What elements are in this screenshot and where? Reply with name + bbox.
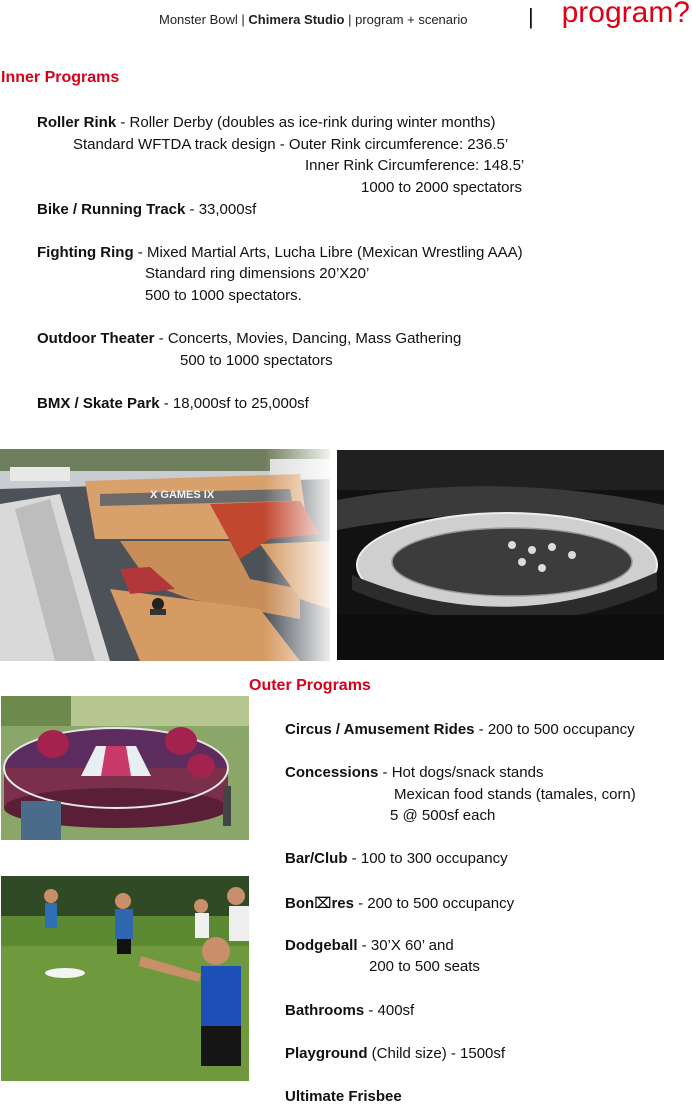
- header-line: [159, 12, 467, 27]
- outdoor-theater-spectators: 500 to 1000 spectators: [180, 352, 333, 369]
- section-name: program + scenario: [355, 12, 468, 27]
- project-name: Monster Bowl: [159, 12, 238, 27]
- bonfires-line: [285, 894, 514, 912]
- bathrooms-line: [285, 1002, 414, 1019]
- bar-club-name: Bar/Club: [285, 850, 348, 867]
- header-bar: |: [528, 4, 534, 29]
- dodgeball-name: Dodgeball: [285, 937, 358, 954]
- roller-rink-spectators: 1000 to 2000 spectators: [361, 179, 522, 196]
- header-separator: |: [348, 12, 352, 27]
- roller-rink-inner: Inner Rink Circumference: 148.5’: [305, 157, 525, 174]
- roller-rink-desc: - Roller Derby (doubles as ice-rink during winter months): [116, 114, 496, 131]
- frisbee-line: [285, 1088, 402, 1105]
- bonfires-name: Bon⌧res: [285, 895, 354, 912]
- bathrooms-desc: - 400sf: [364, 1002, 415, 1019]
- bike-track-desc: - 33,000sf: [185, 201, 257, 218]
- circus-ride-photo: [1, 696, 249, 840]
- page-heading: program?: [561, 0, 690, 29]
- bathrooms-name: Bathrooms: [285, 1002, 365, 1019]
- playground-name: Playground: [285, 1045, 368, 1062]
- roller-rink-track: Standard WFTDA track design - Outer Rink circumference: 236.5’: [73, 136, 509, 153]
- bonfires-desc: - 200 to 500 occupancy: [353, 895, 515, 912]
- inner-programs-title: Inner Programs: [1, 69, 120, 86]
- outer-programs-title: Outer Programs: [249, 677, 371, 694]
- outdoor-theater-name: Outdoor Theater: [37, 330, 155, 347]
- header-separator: |: [241, 12, 245, 27]
- fighting-ring-desc: - Mixed Martial Arts, Lucha Libre (Mexican Wrestling AAA): [133, 244, 523, 261]
- circus-name: Circus / Amusement Rides: [285, 721, 475, 738]
- concessions-count: 5 @ 500sf each: [390, 807, 496, 824]
- bmx-park-line: [37, 395, 309, 412]
- outdoor-theater-desc: - Concerts, Movies, Dancing, Mass Gathering: [154, 330, 462, 347]
- circus-line: [285, 721, 635, 738]
- frisbee-name: Ultimate Frisbee: [285, 1088, 402, 1105]
- playground-line: [285, 1045, 505, 1062]
- dodgeball-seats: 200 to 500 seats: [369, 958, 480, 975]
- bike-track-name: Bike / Running Track: [37, 201, 186, 218]
- roller-rink-photo: [337, 450, 664, 660]
- concessions-line: [285, 764, 543, 781]
- dodgeball-desc: - 30’X 60’ and: [357, 937, 454, 954]
- studio-name: Chimera Studio: [248, 12, 345, 27]
- bmx-park-desc: - 18,000sf to 25,000sf: [159, 395, 309, 412]
- playground-desc: (Child size) - 1500sf: [367, 1045, 506, 1062]
- frisbee-photo: [1, 876, 249, 1081]
- roller-rink-name: Roller Rink: [37, 114, 117, 131]
- fighting-ring-dims: Standard ring dimensions 20’X20’: [145, 265, 370, 282]
- bike-track-line: [37, 201, 256, 218]
- fighting-ring-spectators: 500 to 1000 spectators.: [145, 287, 302, 304]
- fighting-ring-line: [37, 244, 523, 261]
- concessions-desc: - Hot dogs/snack stands: [378, 764, 544, 781]
- dodgeball-line: [285, 937, 454, 954]
- bmx-park-name: BMX / Skate Park: [37, 395, 160, 412]
- skate-park-photo: [0, 449, 330, 661]
- concessions-mexican: Mexican food stands (tamales, corn): [394, 786, 636, 803]
- circus-desc: - 200 to 500 occupancy: [474, 721, 635, 738]
- roller-rink-line: [37, 114, 496, 131]
- bar-club-desc: - 100 to 300 occupancy: [347, 850, 508, 867]
- fighting-ring-name: Fighting Ring: [37, 244, 134, 261]
- outdoor-theater-line: [37, 330, 461, 347]
- concessions-name: Concessions: [285, 764, 379, 781]
- bar-club-line: [285, 850, 508, 867]
